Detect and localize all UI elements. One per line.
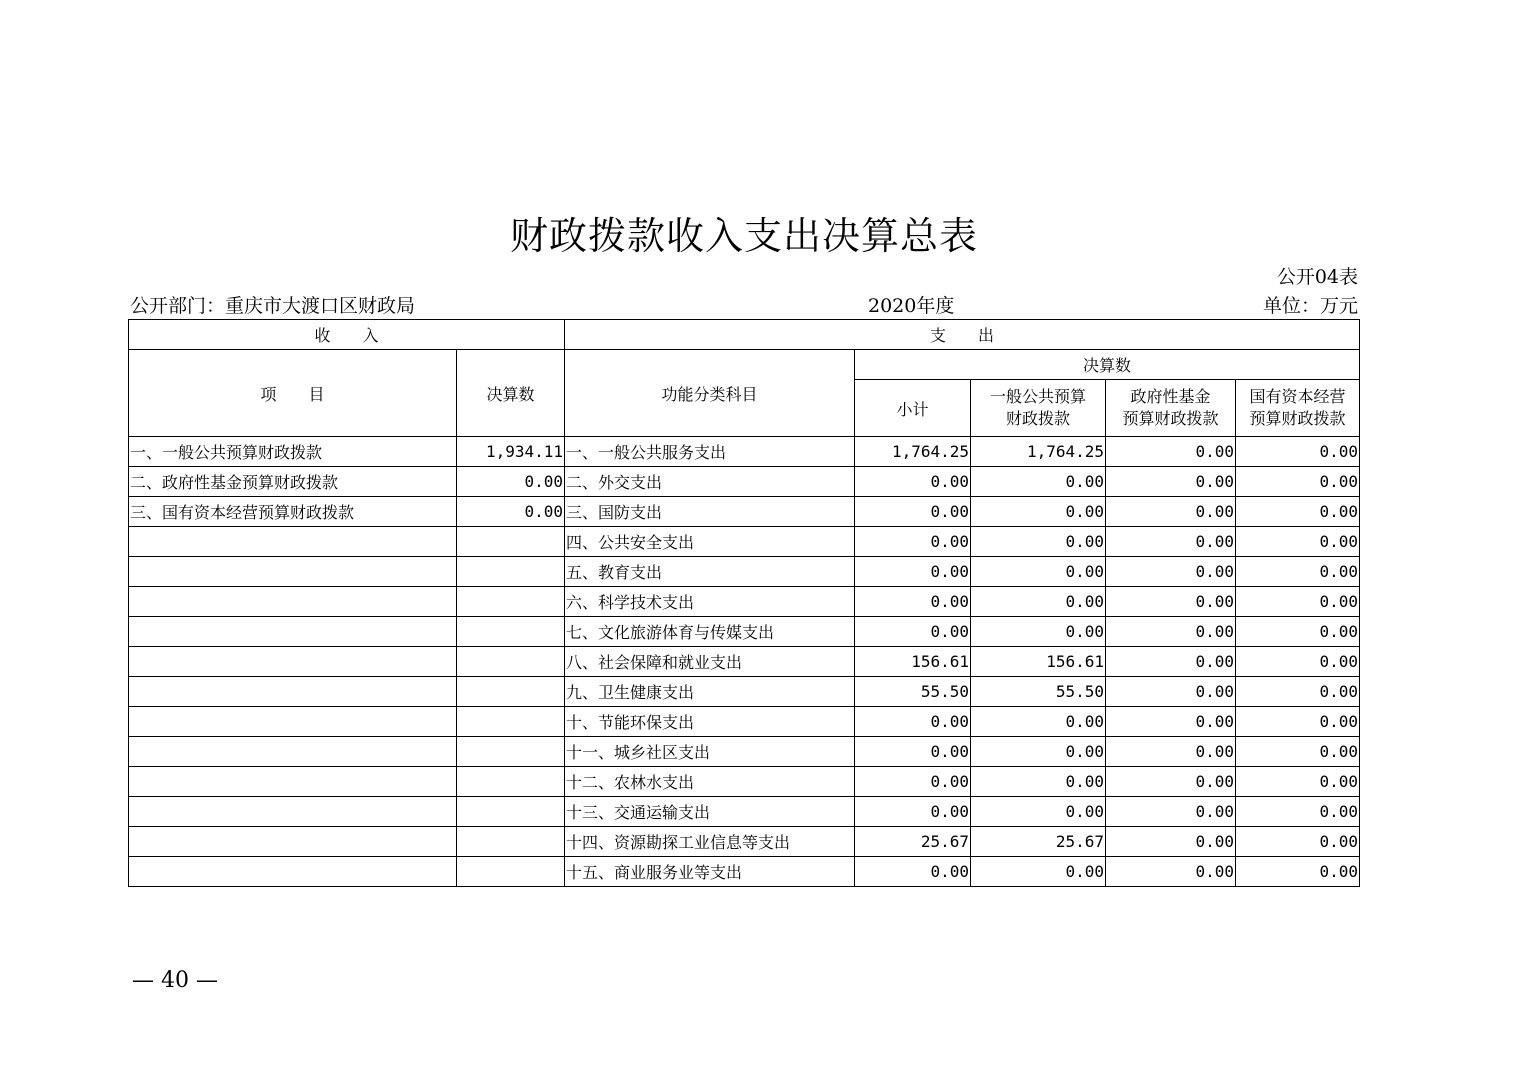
gov-fund-cell: 0.00 [1106,737,1236,767]
subtotal-cell: 0.00 [855,767,971,797]
state-capital-cell: 0.00 [1236,737,1360,767]
gov-fund-cell: 0.00 [1106,557,1236,587]
income-amount-cell [457,857,565,887]
general-budget-cell: 1,764.25 [971,437,1106,467]
gov-fund-cell: 0.00 [1106,527,1236,557]
table-row [129,827,1360,857]
form-number: 公开04表 [1276,266,1358,288]
state-capital-cell: 0.00 [1236,527,1360,557]
page-title: 财政拨款收入支出决算总表 [509,214,978,258]
state-capital-cell: 0.00 [1236,587,1360,617]
subtotal-cell: 0.00 [855,497,971,527]
state-capital-cell: 0.00 [1236,557,1360,587]
expense-item-cell: 十五、商业服务业等支出 [565,857,855,887]
expense-item-cell: 十一、城乡社区支出 [565,737,855,767]
table-row [129,437,1360,467]
state-capital-cell: 0.00 [1236,857,1360,887]
income-item-cell [129,587,457,617]
income-amount-cell [457,557,565,587]
subtotal-cell: 0.00 [855,737,971,767]
subtotal-cell: 0.00 [855,617,971,647]
subtotal-header: 小计 [855,380,971,437]
gov-fund-cell: 0.00 [1106,467,1236,497]
income-item-cell [129,737,457,767]
state-capital-cell: 0.00 [1236,647,1360,677]
general-budget-cell: 0.00 [971,857,1106,887]
expense-item-cell: 二、外交支出 [565,467,855,497]
state-capital-cell: 0.00 [1236,767,1360,797]
income-item-cell [129,527,457,557]
meta-line [130,291,1358,317]
expense-item-cell: 十、节能环保支出 [565,707,855,737]
subtotal-cell: 1,764.25 [855,437,971,467]
income-amount-cell [457,677,565,707]
income-item-cell [129,707,457,737]
department-label: 公开部门：重庆市大渡口区财政局 [130,295,416,317]
subtotal-cell: 0.00 [855,707,971,737]
expense-item-cell: 九、卫生健康支出 [565,677,855,707]
fiscal-year: 2020年度 [868,295,955,317]
table-row [129,737,1360,767]
table-row [129,557,1360,587]
income-item-cell [129,767,457,797]
state-capital-cell: 0.00 [1236,497,1360,527]
income-amount-cell: 1,934.11 [457,437,565,467]
income-item-cell [129,827,457,857]
income-amount-cell [457,707,565,737]
gov-fund-header-line2: 预算财政拨款 [1122,409,1219,429]
expense-item-cell: 十三、交通运输支出 [565,797,855,827]
general-budget-cell: 0.00 [971,797,1106,827]
gov-fund-cell: 0.00 [1106,497,1236,527]
gov-fund-cell: 0.00 [1106,647,1236,677]
general-budget-cell: 0.00 [971,737,1106,767]
state-capital-cell: 0.00 [1236,437,1360,467]
income-item-cell [129,647,457,677]
table-row [129,617,1360,647]
general-budget-cell: 0.00 [971,497,1106,527]
expense-item-cell: 十四、资源勘探工业信息等支出 [565,827,855,857]
general-budget-cell: 0.00 [971,467,1106,497]
income-item-cell [129,857,457,887]
general-budget-cell: 25.67 [971,827,1106,857]
expense-header: 支 出 [565,320,1360,350]
table-row [129,707,1360,737]
income-amount-cell [457,767,565,797]
page-number: — 40 — [132,968,218,993]
income-item-cell: 一、一般公共预算财政拨款 [129,437,457,467]
amount-header: 决算数 [457,350,565,437]
state-capital-cell: 0.00 [1236,617,1360,647]
expense-item-cell: 七、文化旅游体育与传媒支出 [565,617,855,647]
budget-table [128,319,1360,887]
income-item-cell: 二、政府性基金预算财政拨款 [129,467,457,497]
function-category-header: 功能分类科目 [565,350,855,437]
subtotal-cell: 0.00 [855,857,971,887]
general-budget-cell: 0.00 [971,527,1106,557]
general-budget-cell: 0.00 [971,557,1106,587]
subtotal-cell: 0.00 [855,587,971,617]
expense-item-cell: 一、一般公共服务支出 [565,437,855,467]
income-item-cell [129,617,457,647]
gov-fund-cell: 0.00 [1106,767,1236,797]
expense-item-cell: 四、公共安全支出 [565,527,855,557]
gov-fund-header [1106,380,1236,437]
subtotal-cell: 0.00 [855,467,971,497]
income-item-cell [129,677,457,707]
income-amount-cell: 0.00 [457,467,565,497]
general-budget-cell: 55.50 [971,677,1106,707]
gov-fund-cell: 0.00 [1106,797,1236,827]
table-row [129,587,1360,617]
item-header: 项 目 [129,350,457,437]
table-row [129,497,1360,527]
state-capital-header [1236,380,1360,437]
gov-fund-cell: 0.00 [1106,587,1236,617]
income-amount-cell: 0.00 [457,497,565,527]
final-amount-header: 决算数 [855,350,1360,380]
expense-item-cell: 八、社会保障和就业支出 [565,647,855,677]
income-amount-cell [457,617,565,647]
general-budget-cell: 156.61 [971,647,1106,677]
state-capital-cell: 0.00 [1236,677,1360,707]
state-capital-cell: 0.00 [1236,827,1360,857]
gov-fund-cell: 0.00 [1106,437,1236,467]
income-amount-cell [457,527,565,557]
subtotal-cell: 0.00 [855,527,971,557]
income-amount-cell [457,737,565,767]
table-row [129,527,1360,557]
table-row [129,857,1360,887]
table-row [129,767,1360,797]
table-row [129,677,1360,707]
state-capital-header-line1: 国有资本经营 [1249,387,1346,407]
subtotal-cell: 0.00 [855,557,971,587]
gov-fund-cell: 0.00 [1106,617,1236,647]
general-budget-cell: 0.00 [971,707,1106,737]
expense-item-cell: 五、教育支出 [565,557,855,587]
general-budget-cell: 0.00 [971,587,1106,617]
general-budget-header [971,380,1106,437]
table-row [129,797,1360,827]
subtotal-cell: 25.67 [855,827,971,857]
gov-fund-header-line1: 政府性基金 [1130,387,1211,407]
general-budget-cell: 0.00 [971,617,1106,647]
gov-fund-cell: 0.00 [1106,707,1236,737]
income-amount-cell [457,587,565,617]
income-amount-cell [457,797,565,827]
income-item-cell [129,797,457,827]
subtotal-cell: 0.00 [855,797,971,827]
income-item-cell [129,557,457,587]
expense-item-cell: 十二、农林水支出 [565,767,855,797]
income-amount-cell [457,647,565,677]
general-budget-cell: 0.00 [971,767,1106,797]
state-capital-cell: 0.00 [1236,707,1360,737]
income-header: 收 入 [129,320,565,350]
subtotal-cell: 55.50 [855,677,971,707]
gov-fund-cell: 0.00 [1106,857,1236,887]
unit-label: 单位：万元 [1262,295,1358,317]
subtotal-cell: 156.61 [855,647,971,677]
expense-item-cell: 三、国防支出 [565,497,855,527]
table-row [129,647,1360,677]
table-row [129,467,1360,497]
state-capital-cell: 0.00 [1236,797,1360,827]
income-amount-cell [457,827,565,857]
gov-fund-cell: 0.00 [1106,677,1236,707]
gov-fund-cell: 0.00 [1106,827,1236,857]
expense-item-cell: 六、科学技术支出 [565,587,855,617]
general-budget-header-line2: 财政拨款 [1005,409,1070,429]
state-capital-cell: 0.00 [1236,467,1360,497]
general-budget-header-line1: 一般公共预算 [989,387,1086,407]
income-item-cell: 三、国有资本经营预算财政拨款 [129,497,457,527]
state-capital-header-line2: 预算财政拨款 [1249,409,1346,429]
